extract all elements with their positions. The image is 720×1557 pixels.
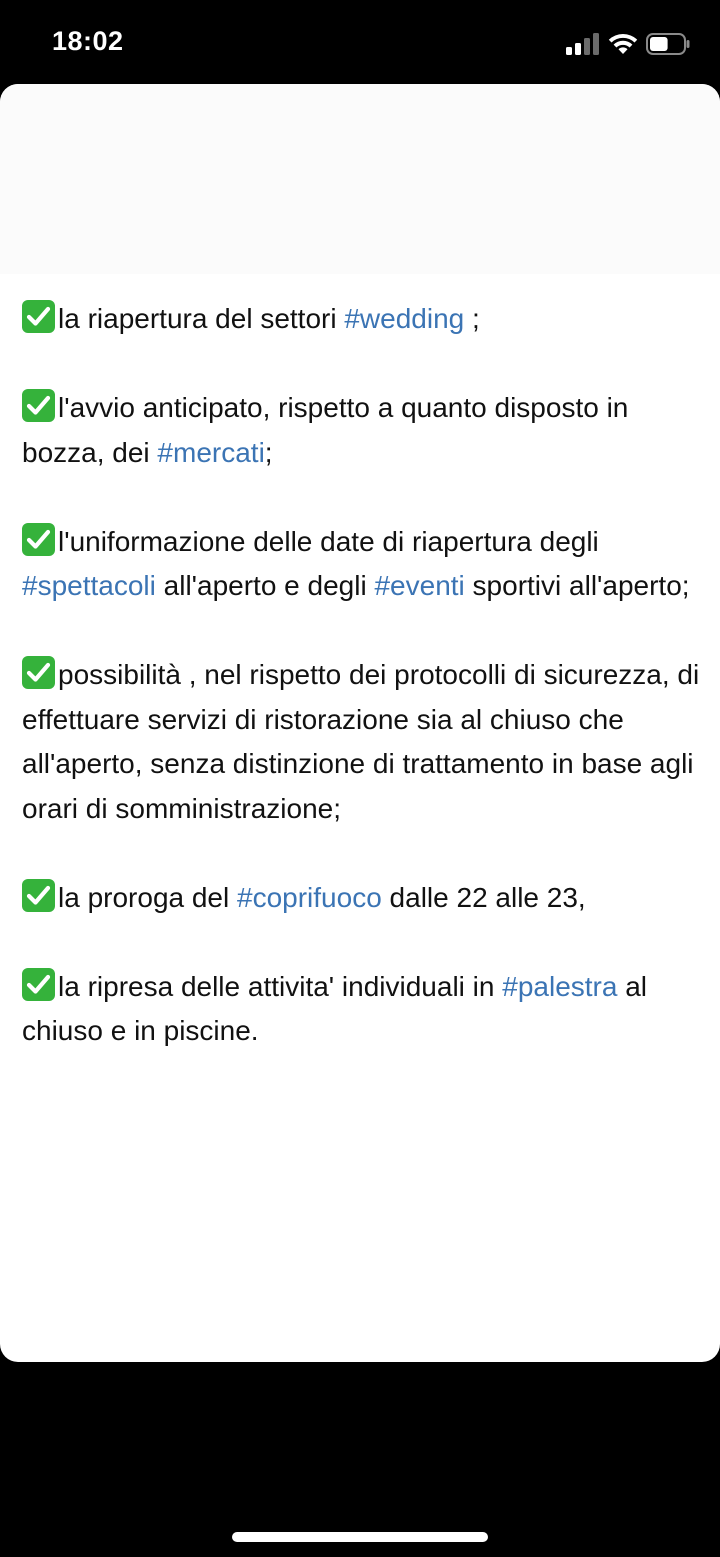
post-paragraph xyxy=(22,876,702,921)
post-paragraph xyxy=(22,520,702,609)
hashtag-link[interactable]: #eventi xyxy=(374,570,465,601)
post-text-segment: sportivi all'aperto; xyxy=(464,570,690,601)
check-mark-icon xyxy=(22,879,55,912)
post-text xyxy=(22,297,702,1054)
post-paragraph xyxy=(22,297,702,342)
post-paragraph xyxy=(22,653,702,831)
post-text-segment: al chiuso e in piscine. xyxy=(22,970,648,1046)
status-icons xyxy=(566,30,690,58)
hashtag-link[interactable]: #wedding xyxy=(344,303,465,334)
hashtag-link[interactable]: #coprifuoco xyxy=(237,881,382,913)
sheet-header-area xyxy=(0,84,720,274)
post-text-segment: l'avvio anticipato, rispetto a quanto disposto in bozza, dei xyxy=(22,392,629,468)
status-time: 18:02 xyxy=(52,26,124,56)
status-bar xyxy=(0,0,720,84)
post-text-segment: l'uniformazione delle date di riapertura degli xyxy=(58,525,599,557)
battery-icon xyxy=(646,33,690,55)
post-text-segment: ; xyxy=(264,436,273,468)
hashtag-link[interactable]: #spettacoli xyxy=(22,570,156,601)
check-mark-icon xyxy=(22,656,55,689)
post-text-segment: la riapertura del settori xyxy=(58,303,345,334)
home-indicator[interactable] xyxy=(232,1532,488,1542)
post-sheet xyxy=(0,84,720,1362)
post-paragraph xyxy=(22,386,702,475)
post-text-segment: all'aperto e degli xyxy=(155,570,375,601)
cellular-signal-icon xyxy=(566,33,600,55)
post-text-segment: possibilità , nel rispetto dei protocolli di sicurezza, di effettuare servizi di ristorazione sia al chiuso che all'aperto, senza distinzione di trattamento in base agli orari di somministrazione; xyxy=(22,659,700,824)
wifi-icon xyxy=(608,33,638,55)
post-text-segment: la ripresa delle attivita' individuali in xyxy=(58,970,503,1002)
check-mark-icon xyxy=(22,523,55,556)
hashtag-link[interactable]: #mercati xyxy=(157,436,265,468)
check-mark-icon xyxy=(22,389,55,422)
hashtag-link[interactable]: #palestra xyxy=(502,970,618,1002)
post-text-segment: la proroga del xyxy=(58,881,238,913)
post-text-segment: dalle 22 alle 23, xyxy=(381,881,586,913)
post-text-segment: ; xyxy=(464,303,480,334)
check-mark-icon xyxy=(22,968,55,1001)
check-mark-icon xyxy=(22,300,55,333)
post-paragraph xyxy=(22,965,702,1054)
